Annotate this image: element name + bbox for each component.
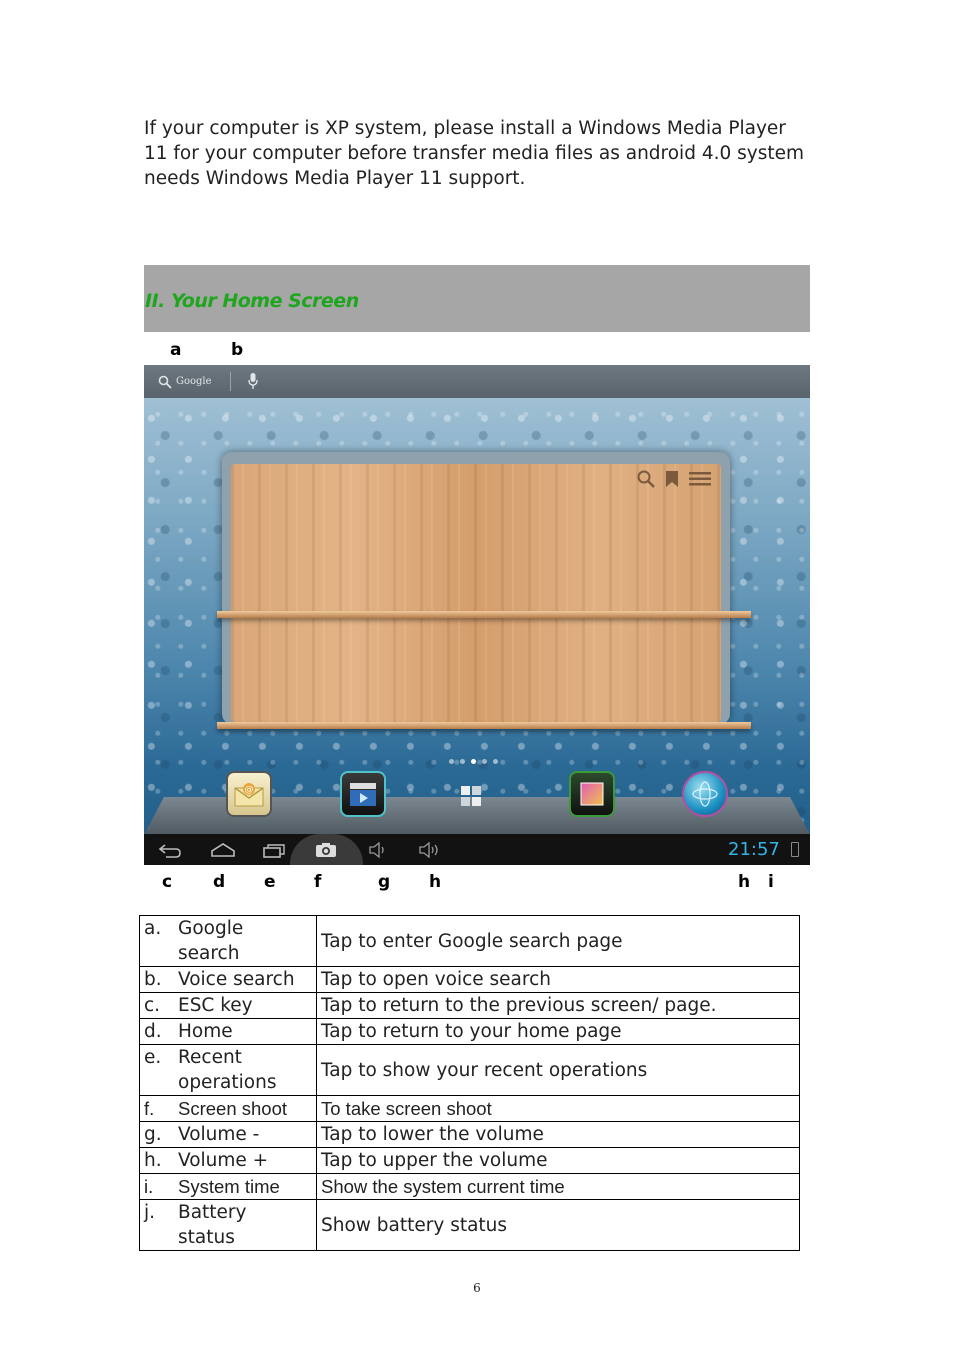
page-dot-active: [471, 759, 476, 764]
row-letter: h.: [144, 1150, 162, 1171]
email-app-icon[interactable]: [226, 771, 272, 817]
marker-d: d: [213, 872, 226, 892]
row-desc: Tap to return to the previous screen/ page.: [317, 993, 800, 1019]
marker-h-volume: h: [429, 872, 442, 892]
search-divider: [230, 372, 231, 391]
shelf-toolbar: [637, 470, 711, 488]
home-screen-screenshot: [144, 365, 810, 865]
page-indicator: [449, 759, 498, 764]
row-letter: i.: [144, 1176, 154, 1197]
row-desc: Tap to upper the volume: [317, 1148, 800, 1174]
row-letter: f.: [144, 1098, 155, 1119]
shelf-plank: [217, 611, 751, 618]
row-letter: d.: [144, 1021, 162, 1042]
row-desc: Tap to return to your home page: [317, 1019, 800, 1045]
marker-i: i: [768, 872, 774, 892]
row-key: System time: [178, 1176, 280, 1197]
volume-up-icon: [418, 842, 442, 858]
recent-apps-button[interactable]: [260, 837, 288, 862]
row-key: Volume -: [178, 1124, 260, 1145]
row-key: Screen shoot: [178, 1098, 288, 1119]
browser-app-icon[interactable]: [682, 771, 728, 817]
row-letter: c.: [144, 995, 161, 1016]
row-letter: j.: [144, 1202, 156, 1223]
intro-paragraph: If your computer is XP system, please install a Windows Media Player 11 for your computer before transfer media files as android 4.0 system needs Windows Media Player 11 support.: [144, 118, 805, 189]
row-desc: To take screen shoot: [317, 1096, 800, 1122]
volume-down-button[interactable]: [366, 837, 390, 862]
row-desc: Tap to enter Google search page: [317, 916, 800, 967]
back-button[interactable]: [156, 837, 184, 862]
page-dot: [449, 759, 454, 764]
table-row: [140, 1096, 800, 1122]
camera-icon: [315, 842, 337, 858]
table-row: [140, 993, 800, 1019]
google-label: Google: [176, 376, 212, 387]
table-row: [140, 967, 800, 993]
page-dot: [460, 759, 465, 764]
row-desc: Tap to open voice search: [317, 967, 800, 993]
section-header: [144, 265, 810, 332]
row-key: Home: [178, 1021, 233, 1042]
video-app-icon[interactable]: [340, 771, 386, 817]
row-letter: g.: [144, 1124, 162, 1145]
marker-e: e: [264, 872, 276, 892]
mic-icon[interactable]: [247, 372, 259, 390]
marker-b: b: [231, 340, 244, 360]
home-button[interactable]: [208, 837, 238, 862]
shelf-plank: [217, 722, 751, 729]
row-key: Volume +: [178, 1150, 269, 1171]
row-key: Google search: [178, 918, 244, 964]
marker-f: f: [314, 872, 322, 892]
system-navigation-bar: [144, 834, 810, 865]
marker-h-time: h: [738, 872, 751, 892]
row-key: Recent operations: [178, 1047, 277, 1093]
marker-c: c: [162, 872, 173, 892]
table-row: [140, 1122, 800, 1148]
home-icon: [210, 842, 236, 858]
google-search[interactable]: [158, 371, 212, 392]
row-letter: b.: [144, 969, 162, 990]
bookshelf-widget[interactable]: [222, 452, 730, 724]
recent-apps-icon: [262, 842, 286, 858]
home-screen-legend-table: [139, 915, 800, 1251]
search-icon: [158, 375, 172, 389]
battery-icon: [791, 842, 799, 857]
row-desc: Show battery status: [317, 1200, 800, 1251]
table-row: [140, 916, 800, 967]
section-title: II. Your Home Screen: [145, 290, 359, 312]
table-row: [140, 1200, 800, 1251]
screenshot-button[interactable]: [312, 837, 340, 862]
row-key: Voice search: [178, 969, 295, 990]
marker-a: a: [170, 340, 182, 360]
bookmark-icon[interactable]: [665, 470, 679, 488]
table-row: [140, 1019, 800, 1045]
volume-up-button[interactable]: [417, 837, 443, 862]
apps-grid-icon[interactable]: [458, 783, 484, 809]
gallery-app-icon[interactable]: [569, 771, 615, 817]
row-desc: Tap to show your recent operations: [317, 1045, 800, 1096]
row-desc: Show the system current time: [317, 1174, 800, 1200]
page-number: 6: [473, 1281, 481, 1295]
table-row: [140, 1148, 800, 1174]
search-bar: [144, 365, 810, 398]
shelf-search-icon[interactable]: [637, 470, 655, 488]
row-key: Battery status: [178, 1202, 247, 1248]
row-key: ESC key: [178, 995, 253, 1016]
system-clock: 21:57: [728, 839, 780, 860]
page-dot: [493, 759, 498, 764]
back-icon: [158, 842, 182, 858]
row-letter: a.: [144, 918, 162, 939]
table-row: [140, 1174, 800, 1200]
row-letter: e.: [144, 1047, 162, 1068]
svg-text:@: @: [244, 785, 254, 795]
bookshelf-wood: [231, 464, 721, 722]
row-desc: Tap to lower the volume: [317, 1122, 800, 1148]
list-icon[interactable]: [689, 471, 711, 487]
page-dot: [482, 759, 487, 764]
volume-down-icon: [368, 842, 388, 858]
table-row: [140, 1045, 800, 1096]
marker-g: g: [378, 872, 391, 892]
